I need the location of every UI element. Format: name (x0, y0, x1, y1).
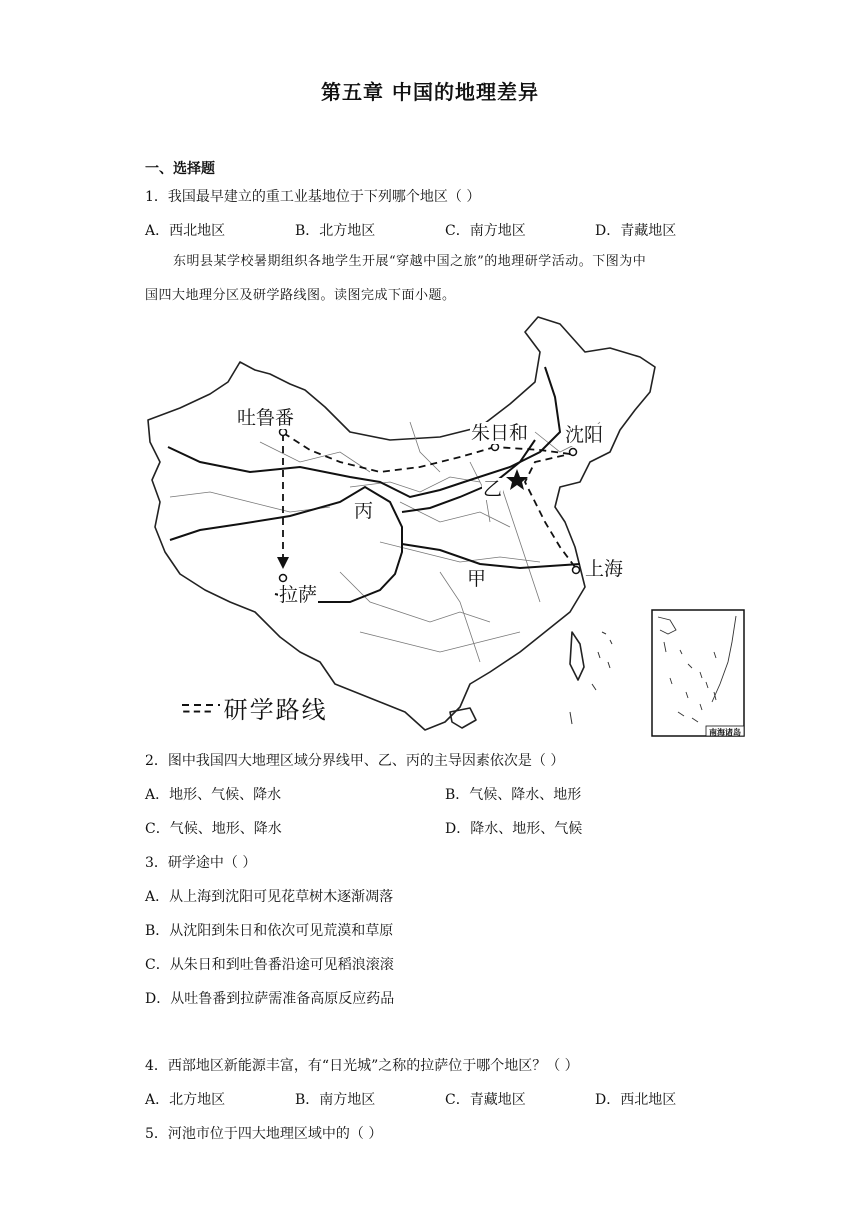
lhasa-marker (280, 575, 287, 582)
inset-label: 南海诸岛 (709, 728, 741, 737)
route-arrow-icon (277, 557, 289, 569)
map-legend: --- 研学路线 (182, 696, 328, 724)
question-3-option-b: B．从沈阳到朱日和依次可见荒漠和草原 (145, 923, 394, 939)
question-1-option-b: B．北方地区 (295, 223, 376, 239)
shanghai-marker (573, 567, 580, 574)
question-3-option-c: C．从朱日和到吐鲁番沿途可见稻浪滚滚 (145, 957, 394, 973)
map-label-turpan: 吐鲁番 (237, 407, 295, 429)
question-3-option-a: A．从上海到沈阳可见花草树木逐渐凋落 (145, 889, 394, 905)
map-label-yi: 乙 (483, 478, 503, 500)
map-label-bing: 丙 (354, 500, 374, 522)
question-2-stem: 2．图中我国四大地理区域分界线甲、乙、丙的主导因素依次是（ ） (145, 753, 565, 769)
taiwan (570, 632, 584, 680)
map-drawing (140, 312, 750, 742)
national-border (148, 317, 655, 730)
question-1-option-c: C．南方地区 (445, 223, 526, 239)
question-2-option-d: D．降水、地形、气候 (445, 821, 583, 837)
route-shanghai-shenyang (525, 454, 575, 567)
section-heading: 一、选择题 (145, 161, 215, 177)
question-3-option-d: D．从吐鲁番到拉萨需准备高原反应药品 (145, 991, 395, 1007)
turpan-marker (280, 429, 287, 436)
question-4-option-a: A．北方地区 (145, 1092, 226, 1108)
question-5-stem: 5．河池市位于四大地理区域中的（ ） (145, 1126, 383, 1142)
map-label-shanghai: 上海 (585, 558, 624, 580)
question-2-option-a: A．地形、气候、降水 (145, 787, 282, 803)
question-1-option-a: A．西北地区 (145, 223, 226, 239)
question-2-option-c: C．气候、地形、降水 (145, 821, 282, 837)
question-2-option-b: B．气候、降水、地形 (445, 787, 582, 803)
question-1-stem: 1．我国最早建立的重工业基地位于下列哪个地区（ ） (145, 189, 481, 205)
page-title: 第五章 中国的地理差异 (321, 80, 539, 104)
passage (145, 245, 725, 313)
shenyang-marker (570, 449, 577, 456)
star-icon (506, 469, 528, 490)
passage-line-2: 国四大地理分区及研学路线图。读图完成下面小题。 (145, 288, 456, 303)
map-label-jia: 甲 (467, 568, 487, 590)
map-label-shenyang: 沈阳 (565, 424, 604, 446)
question-4-option-c: C．青藏地区 (445, 1092, 526, 1108)
question-4-option-b: B．南方地区 (295, 1092, 376, 1108)
china-regions-map (140, 312, 750, 742)
question-3-stem: 3．研学途中（ ） (145, 855, 257, 871)
hainan (450, 708, 476, 728)
question-4-stem: 4．西部地区新能源丰富，有“日光城”之称的拉萨位于哪个地区？（ ） (145, 1058, 579, 1074)
passage-line-1: 东明县某学校暑期组织各地学生开展“穿越中国之旅”的地理研学活动。下图为中 (173, 254, 647, 269)
map-label-lhasa: 拉萨 (279, 584, 318, 606)
jia-boundary (402, 544, 580, 568)
question-4-option-d: D．西北地区 (595, 1092, 677, 1108)
question-1-option-d: D．青藏地区 (595, 223, 677, 239)
zhurihe-marker (492, 444, 499, 451)
south-china-sea-inset (652, 610, 744, 736)
map-label-zhurihe: 朱日和 (471, 422, 529, 444)
